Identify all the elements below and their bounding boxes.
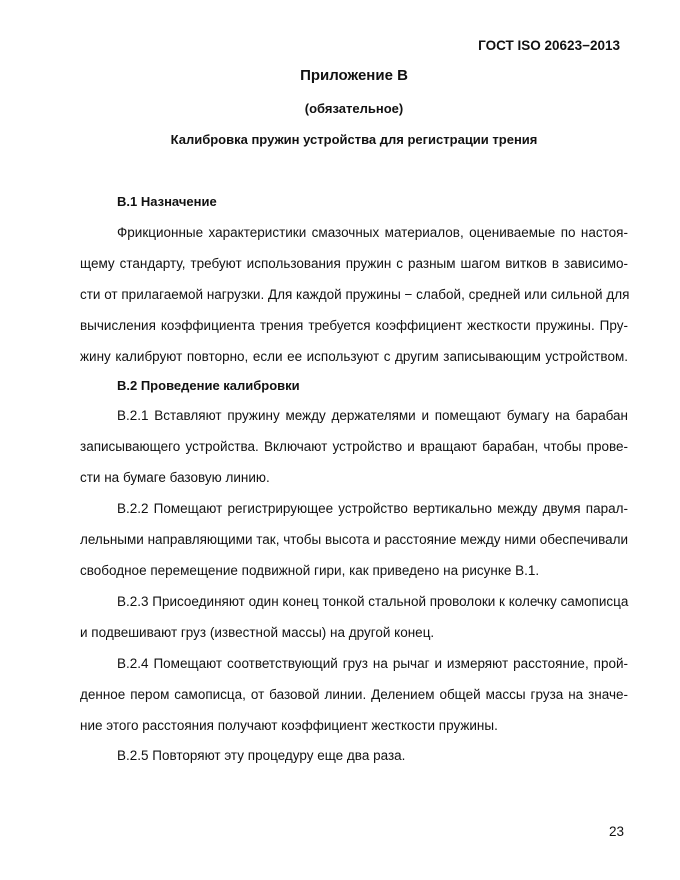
text-line: лельными направляющими так, чтобы высота и расстояние между ними обеспечивали [80,532,629,547]
section-heading: В.1 Назначение [117,194,217,209]
paragraph [80,586,628,648]
paragraph [80,493,628,586]
text-line: ние этого расстояния получают коэффициент жесткости пружины. [80,718,498,733]
text-line: свободное перемещение подвижной гири, как приведено на рисунке В.1. [80,563,540,578]
appendix-title: Приложение В [300,67,408,84]
text-line: жину калибруют повторно, если ее используют с другим записывающим устройством. [80,349,628,364]
text-line: В.2.3 Присоединяют один конец тонкой стальной проволоки к колечку самописца [117,594,629,609]
text-line: В.2.1 Вставляют пружину между держателями и помещают бумагу на барабан [117,408,628,423]
text-line: щему стандарту, требуют использования пружин с разным шагом витков в зависимо- [80,256,628,271]
page-number: 23 [608,824,624,839]
paragraph [80,740,628,771]
section-heading: В.2 Проведение калибровки [117,378,300,393]
standard-number: ГОСТ ISO 20623−2013 [478,38,620,53]
text-line: Фрикционные характеристики смазочных материалов, оцениваемые по настоя- [117,225,628,240]
text-line: В.2.4 Помещают соответствующий груз на рычаг и измеряют расстояние, прой- [117,656,628,671]
text-line: денное пером самописца, от базовой линии. Делением общей массы груза на значе- [80,687,628,702]
text-line: и подвешивают груз (известной массы) на другой конец. [80,625,435,640]
paragraph [80,648,628,741]
text-line: вычисления коэффициента трения требуется коэффициент жесткости пружины. Пру- [80,318,628,333]
text-line: сти на бумаге базовую линию. [80,470,270,485]
text-line: В.2.2 Помещают регистрирующее устройство вертикально между двумя парал- [117,501,628,516]
paragraph [80,217,628,372]
paragraph [80,400,628,493]
appendix-status: (обязательное) [304,101,404,116]
text-line: записывающего устройства. Включают устройство и вращают барабан, чтобы прове- [80,439,628,454]
text-line: В.2.5 Повторяют эту процедуру еще два раза. [117,748,406,763]
text-line: сти от прилагаемой нагрузки. Для каждой пружины − слабой, средней или сильной для [80,287,630,302]
appendix-subject: Калибровка пружин устройства для регистрации трения [170,132,538,147]
